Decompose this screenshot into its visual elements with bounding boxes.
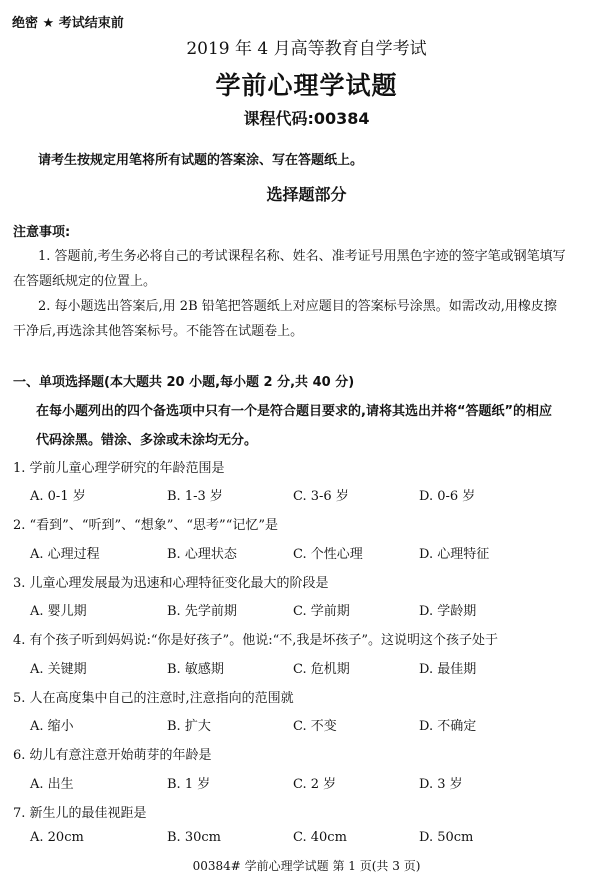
part-1-heading: 一、单项选择题(本大题共 20 小题,每小题 2 分,共 40 分) <box>13 375 355 390</box>
note-2-line-1: 2. 每小题选出答案后,用 2B 铅笔把答题纸上对应题目的答案标号涂黑。如需改动,用橡皮擦 <box>38 299 557 314</box>
question-4-option-b: B. 敏感期 <box>167 662 224 677</box>
question-6-option-a: A. 出生 <box>30 777 74 792</box>
question-5-option-a: A. 缩小 <box>30 719 74 734</box>
question-7-option-c: C. 40cm <box>293 830 347 845</box>
note-1-line-1: 1. 答题前,考生务必将自己的考试课程名称、姓名、准考证号用黑色字迹的签字笔或钢笔填写 <box>38 249 566 264</box>
page-footer: 00384# 学前心理学试题 第 1 页(共 3 页) <box>192 859 421 873</box>
note-2-line-2: 干净后,再选涂其他答案标号。不能答在试题卷上。 <box>13 324 304 339</box>
question-2-option-d: D. 心理特征 <box>419 547 490 562</box>
question-2-option-c: C. 个性心理 <box>293 547 363 562</box>
course-code: 课程代码:00384 <box>243 109 370 128</box>
question-5-option-d: D. 不确定 <box>419 719 477 734</box>
question-4-stem: 4. 有个孩子听到妈妈说:“你是好孩子”。他说:“不,我是坏孩子”。这说明这个孩子处于 <box>13 633 499 648</box>
question-3-option-a: A. 婴儿期 <box>30 604 87 619</box>
exam-session: 2019 年 4 月高等教育自学考试 <box>186 39 427 59</box>
question-5-option-c: C. 不变 <box>293 719 337 734</box>
question-7-stem: 7. 新生儿的最佳视距是 <box>13 806 147 821</box>
question-5-option-b: B. 扩大 <box>167 719 211 734</box>
question-3-option-d: D. 学龄期 <box>419 604 477 619</box>
note-1-line-2: 在答题纸规定的位置上。 <box>13 274 157 289</box>
section-title: 选择题部分 <box>266 185 347 204</box>
part-1-desc-line-1: 在每小题列出的四个备选项中只有一个是符合题目要求的,请将其选出并将“答题纸”的相应 <box>36 404 553 419</box>
part-1-desc-line-2: 代码涂黑。错涂、多涂或未涂均无分。 <box>36 433 258 448</box>
question-3-option-b: B. 先学前期 <box>167 604 237 619</box>
question-3-option-c: C. 学前期 <box>293 604 350 619</box>
question-1-option-d: D. 0-6 岁 <box>419 489 476 504</box>
question-6-option-b: B. 1 岁 <box>167 777 211 792</box>
question-6-stem: 6. 幼儿有意注意开始萌芽的年龄是 <box>13 748 212 763</box>
question-1-option-c: C. 3-6 岁 <box>293 489 349 504</box>
confidential-label: 绝密 ★ 考试结束前 <box>12 16 124 31</box>
question-5-stem: 5. 人在高度集中自己的注意时,注意指向的范围就 <box>13 691 294 706</box>
question-2-stem: 2. “看到”、“听到”、“想象”、“思考”“记忆”是 <box>13 518 278 533</box>
question-7-option-d: D. 50cm <box>419 830 474 845</box>
question-1-option-a: A. 0-1 岁 <box>30 489 86 504</box>
question-4-option-c: C. 危机期 <box>293 662 350 677</box>
answer-instruction: 请考生按规定用笔将所有试题的答案涂、写在答题纸上。 <box>38 153 364 168</box>
question-2-option-a: A. 心理过程 <box>30 547 100 562</box>
question-7-option-a: A. 20cm <box>30 830 84 845</box>
question-6-option-d: D. 3 岁 <box>419 777 463 792</box>
question-3-stem: 3. 儿童心理发展最为迅速和心理特征变化最大的阶段是 <box>13 576 329 591</box>
question-4-option-d: D. 最佳期 <box>419 662 477 677</box>
question-6-option-c: C. 2 岁 <box>293 777 337 792</box>
question-4-option-a: A. 关键期 <box>30 662 87 677</box>
page-title: 学前心理学试题 <box>215 71 398 100</box>
question-2-option-b: B. 心理状态 <box>167 547 237 562</box>
notes-heading: 注意事项: <box>13 225 71 240</box>
question-1-stem: 1. 学前儿童心理学研究的年龄范围是 <box>13 461 225 476</box>
question-1-option-b: B. 1-3 岁 <box>167 489 223 504</box>
question-7-option-b: B. 30cm <box>167 830 221 845</box>
